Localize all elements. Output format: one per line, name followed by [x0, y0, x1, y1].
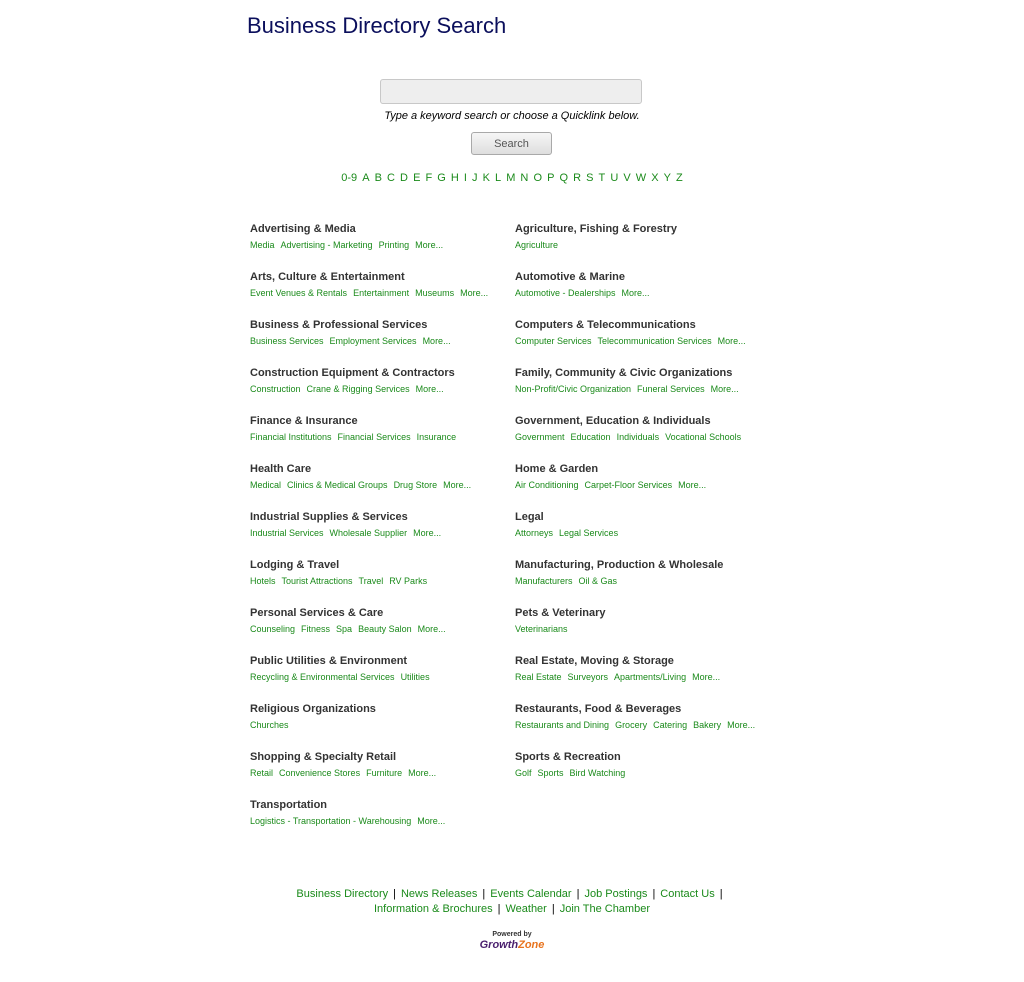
category-title-link[interactable]: Shopping & Specialty Retail [250, 751, 397, 763]
subcategory-link[interactable]: Telecommunication Services [597, 336, 712, 346]
footer-link[interactable]: Information & Brochures [373, 903, 493, 915]
alpha-link[interactable]: M [506, 172, 516, 184]
category-column-left [250, 223, 510, 847]
category-block [250, 271, 510, 319]
subcategory-link[interactable]: Financial Services [337, 432, 411, 442]
subcategory-link[interactable]: Churches [250, 720, 289, 730]
subcategory-links [250, 816, 510, 827]
search-input[interactable] [380, 79, 642, 104]
subcategory-link[interactable]: Crane & Rigging Services [306, 384, 410, 394]
subcategory-link[interactable]: Travel [358, 576, 384, 586]
subcategory-link[interactable]: Bakery [693, 720, 722, 730]
subcategory-link[interactable]: Catering [653, 720, 688, 730]
subcategory-links [250, 624, 510, 635]
subcategory-links [515, 528, 795, 539]
category-block [250, 751, 510, 799]
more-link[interactable]: More... [443, 480, 472, 490]
subcategory-links [250, 288, 510, 299]
alpha-link[interactable]: Q [559, 172, 569, 184]
category-block [515, 607, 795, 655]
alpha-link[interactable]: N [520, 172, 529, 184]
category-block [515, 751, 795, 799]
subcategory-link[interactable]: Golf [515, 768, 532, 778]
category-block [515, 559, 795, 607]
subcategory-link[interactable]: Spa [336, 624, 353, 634]
subcategory-link[interactable]: Surveyors [567, 672, 609, 682]
more-link[interactable]: More... [717, 336, 746, 346]
category-title-link[interactable]: Pets & Veterinary [515, 607, 606, 619]
subcategory-link[interactable]: Industrial Services [250, 528, 324, 538]
alpha-link[interactable]: D [400, 172, 408, 184]
subcategory-link[interactable]: Real Estate [515, 672, 562, 682]
subcategory-link[interactable]: Manufacturers [515, 576, 573, 586]
subcategory-link[interactable]: Sports [537, 768, 564, 778]
more-link[interactable]: More... [413, 528, 442, 538]
subcategory-link[interactable]: Vocational Schools [665, 432, 742, 442]
subcategory-link[interactable]: Advertising - Marketing [280, 240, 373, 250]
more-link[interactable]: More... [692, 672, 721, 682]
subcategory-links [515, 336, 795, 347]
subcategory-links [515, 480, 795, 491]
alpha-link[interactable]: R [573, 172, 582, 184]
category-title-link[interactable]: Lodging & Travel [250, 559, 340, 571]
alpha-link[interactable]: O [533, 172, 542, 184]
subcategory-link[interactable]: Retail [250, 768, 274, 778]
subcategory-links [250, 336, 510, 347]
footer-separator: | [719, 888, 723, 900]
category-block [515, 415, 795, 463]
footer-separator: | [652, 888, 656, 900]
more-link[interactable]: More... [710, 384, 739, 394]
subcategory-links [250, 672, 510, 683]
subcategory-link[interactable]: Agriculture [515, 240, 559, 250]
subcategory-link[interactable]: Bird Watching [569, 768, 626, 778]
category-title-link[interactable]: Computers & Telecommunications [515, 319, 696, 331]
footer-separator: | [576, 888, 580, 900]
category-column-right [515, 223, 795, 799]
alpha-link[interactable]: W [635, 172, 647, 184]
more-link[interactable]: More... [621, 288, 650, 298]
subcategory-link[interactable]: Recycling & Environmental Services [250, 672, 395, 682]
footer-row-2 [250, 902, 774, 917]
subcategory-link[interactable]: Entertainment [353, 288, 410, 298]
footer-separator: | [497, 903, 501, 915]
category-title-link[interactable]: Legal [515, 511, 544, 523]
more-link[interactable]: More... [417, 624, 446, 634]
subcategory-link[interactable]: Wholesale Supplier [329, 528, 408, 538]
alpha-link[interactable]: L [495, 172, 502, 184]
footer-link[interactable]: Weather [505, 903, 547, 915]
category-block [250, 463, 510, 511]
subcategory-link[interactable]: Restaurants and Dining [515, 720, 610, 730]
alpha-link[interactable]: E [413, 172, 421, 184]
more-link[interactable]: More... [460, 288, 489, 298]
footer-separator: | [393, 888, 396, 900]
alpha-link[interactable]: I [463, 172, 467, 184]
alpha-link[interactable]: Z [676, 172, 683, 184]
subcategory-link[interactable]: Veterinarians [515, 624, 568, 634]
category-block [250, 319, 510, 367]
category-block [515, 511, 795, 559]
subcategory-link[interactable]: Drug Store [393, 480, 438, 490]
alpha-link[interactable]: S [586, 172, 594, 184]
subcategory-links [515, 624, 795, 635]
category-title-link[interactable]: Real Estate, Moving & Storage [515, 655, 674, 667]
subcategory-link[interactable]: Counseling [250, 624, 296, 634]
category-block [250, 799, 510, 847]
subcategory-link[interactable]: Furniture [366, 768, 403, 778]
category-title-link[interactable]: Construction Equipment & Contractors [250, 367, 455, 379]
category-block [515, 703, 795, 751]
footer-separator: | [482, 888, 486, 900]
more-link[interactable]: More... [415, 384, 444, 394]
alpha-link[interactable]: T [598, 172, 606, 184]
category-title-link[interactable]: Restaurants, Food & Beverages [515, 703, 682, 715]
subcategory-links [250, 768, 510, 779]
more-link[interactable]: More... [422, 336, 451, 346]
subcategory-link[interactable]: Beauty Salon [358, 624, 412, 634]
subcategory-link[interactable]: Utilities [400, 672, 430, 682]
subcategory-links [515, 720, 795, 731]
subcategory-links [515, 672, 795, 683]
subcategory-link[interactable]: Museums [415, 288, 455, 298]
subcategory-link[interactable]: Medical [250, 480, 282, 490]
alpha-link[interactable]: X [651, 172, 659, 184]
category-block [515, 463, 795, 511]
subcategory-link[interactable]: Oil & Gas [578, 576, 618, 586]
alpha-link[interactable]: Y [663, 172, 671, 184]
category-title-link[interactable]: Personal Services & Care [250, 607, 384, 619]
footer-separator: | [551, 903, 555, 915]
category-title-link[interactable]: Government, Education & Individuals [515, 415, 711, 427]
alpha-link[interactable]: U [610, 172, 619, 184]
category-block [250, 367, 510, 415]
category-block [250, 559, 510, 607]
category-title-link[interactable]: Religious Organizations [250, 703, 376, 715]
category-title-link[interactable]: Finance & Insurance [250, 415, 358, 427]
subcategory-link[interactable]: Attorneys [515, 528, 554, 538]
category-title-link[interactable]: Manufacturing, Production & Wholesale [515, 559, 724, 571]
subcategory-links [515, 432, 795, 443]
category-block [515, 367, 795, 415]
footer-link[interactable]: Join The Chamber [559, 903, 650, 915]
search-hint: Type a keyword search or choose a Quicklink below. [384, 110, 640, 122]
subcategory-links [515, 768, 795, 779]
category-title-link[interactable]: Industrial Supplies & Services [250, 511, 408, 523]
subcategory-link[interactable]: Automotive - Dealerships [515, 288, 616, 298]
subcategory-links [250, 240, 510, 251]
subcategory-link[interactable]: Computer Services [515, 336, 592, 346]
subcategory-link[interactable]: Employment Services [329, 336, 417, 346]
subcategory-link[interactable]: Printing [378, 240, 410, 250]
category-title-link[interactable]: Public Utilities & Environment [250, 655, 408, 667]
subcategory-link[interactable]: Logistics - Transportation - Warehousing [250, 816, 412, 826]
subcategory-link[interactable]: Grocery [615, 720, 648, 730]
subcategory-link[interactable]: Media [250, 240, 275, 250]
more-link[interactable]: More... [415, 240, 444, 250]
more-link[interactable]: More... [727, 720, 756, 730]
search-button[interactable]: Search [471, 132, 552, 155]
category-block [515, 223, 795, 271]
more-link[interactable]: More... [408, 768, 437, 778]
footer-link[interactable]: Business Directory [296, 888, 389, 900]
powered-by-logo[interactable] [474, 930, 550, 952]
brand-part1: Growth [479, 939, 519, 951]
subcategory-link[interactable]: Construction [250, 384, 301, 394]
category-block [250, 415, 510, 463]
subcategory-links [515, 384, 795, 395]
category-block [515, 655, 795, 703]
subcategory-links [250, 384, 510, 395]
alpha-link[interactable]: F [425, 172, 433, 184]
category-block [515, 271, 795, 319]
category-block [515, 319, 795, 367]
subcategory-links [250, 432, 510, 443]
alpha-link[interactable]: H [450, 172, 459, 184]
alpha-link[interactable]: K [482, 172, 490, 184]
more-link[interactable]: More... [417, 816, 446, 826]
category-title-link[interactable]: Agriculture, Fishing & Forestry [515, 223, 677, 235]
alpha-link[interactable]: A [362, 172, 370, 184]
category-block [250, 607, 510, 655]
subcategory-link[interactable]: Convenience Stores [279, 768, 361, 778]
subcategory-link[interactable]: Carpet-Floor Services [584, 480, 673, 490]
subcategory-link[interactable]: Hotels [250, 576, 276, 586]
footer-links [250, 887, 774, 917]
subcategory-link[interactable]: Fitness [301, 624, 331, 634]
brand-part2: Zone [518, 939, 545, 951]
subcategory-link[interactable]: Apartments/Living [614, 672, 687, 682]
subcategory-link[interactable]: Air Conditioning [515, 480, 579, 490]
alpha-link[interactable]: 0-9 [341, 172, 358, 184]
footer-link[interactable]: Job Postings [584, 888, 648, 900]
category-block [250, 223, 510, 271]
subcategory-links [515, 240, 795, 251]
footer-link[interactable]: News Releases [400, 888, 478, 900]
category-title-link[interactable]: Health Care [250, 463, 312, 475]
category-block [250, 511, 510, 559]
category-title-link[interactable]: Arts, Culture & Entertainment [250, 271, 405, 283]
footer-row-1 [250, 887, 774, 902]
category-title-link[interactable]: Family, Community & Civic Organizations [515, 367, 733, 379]
subcategory-links [250, 528, 510, 539]
alpha-link[interactable]: C [387, 172, 395, 184]
subcategory-link[interactable]: Non-Profit/Civic Organization [515, 384, 632, 394]
subcategory-link[interactable]: Funeral Services [637, 384, 705, 394]
subcategory-link[interactable]: Tourist Attractions [281, 576, 353, 586]
subcategory-link[interactable]: Legal Services [559, 528, 619, 538]
category-title-link[interactable]: Advertising & Media [250, 223, 356, 235]
alpha-link[interactable]: V [623, 172, 631, 184]
more-link[interactable]: More... [678, 480, 707, 490]
footer-link[interactable]: Contact Us [660, 888, 715, 900]
category-title-link[interactable]: Transportation [250, 799, 328, 811]
subcategory-link[interactable]: Business Services [250, 336, 324, 346]
subcategory-link[interactable]: Insurance [416, 432, 457, 442]
subcategory-link[interactable]: Education [570, 432, 611, 442]
subcategory-links [250, 720, 510, 731]
subcategory-links [515, 576, 795, 587]
subcategory-link[interactable]: Government [515, 432, 565, 442]
alpha-link[interactable]: P [547, 172, 555, 184]
category-block [250, 655, 510, 703]
category-title-link[interactable]: Automotive & Marine [515, 271, 626, 283]
category-title-link[interactable]: Sports & Recreation [515, 751, 621, 763]
alpha-link[interactable]: B [374, 172, 382, 184]
subcategory-link[interactable]: Event Venues & Rentals [250, 288, 348, 298]
category-block [250, 703, 510, 751]
subcategory-link[interactable]: Financial Institutions [250, 432, 332, 442]
alpha-link[interactable]: J [472, 172, 478, 184]
subcategory-link[interactable]: Individuals [616, 432, 660, 442]
category-title-link[interactable]: Business & Professional Services [250, 319, 428, 331]
subcategory-links [250, 480, 510, 491]
subcategory-link[interactable]: Clinics & Medical Groups [287, 480, 388, 490]
subcategory-link[interactable]: RV Parks [389, 576, 428, 586]
category-title-link[interactable]: Home & Garden [515, 463, 599, 475]
subcategory-links [515, 288, 795, 299]
footer-link[interactable]: Events Calendar [490, 888, 572, 900]
page-title: Business Directory Search [247, 13, 507, 38]
subcategory-links [250, 576, 510, 587]
powered-by-label: Powered by [492, 931, 532, 938]
alphabet-quicklinks [300, 172, 724, 184]
growthzone-logo [474, 939, 550, 952]
alpha-link[interactable]: G [437, 172, 446, 184]
